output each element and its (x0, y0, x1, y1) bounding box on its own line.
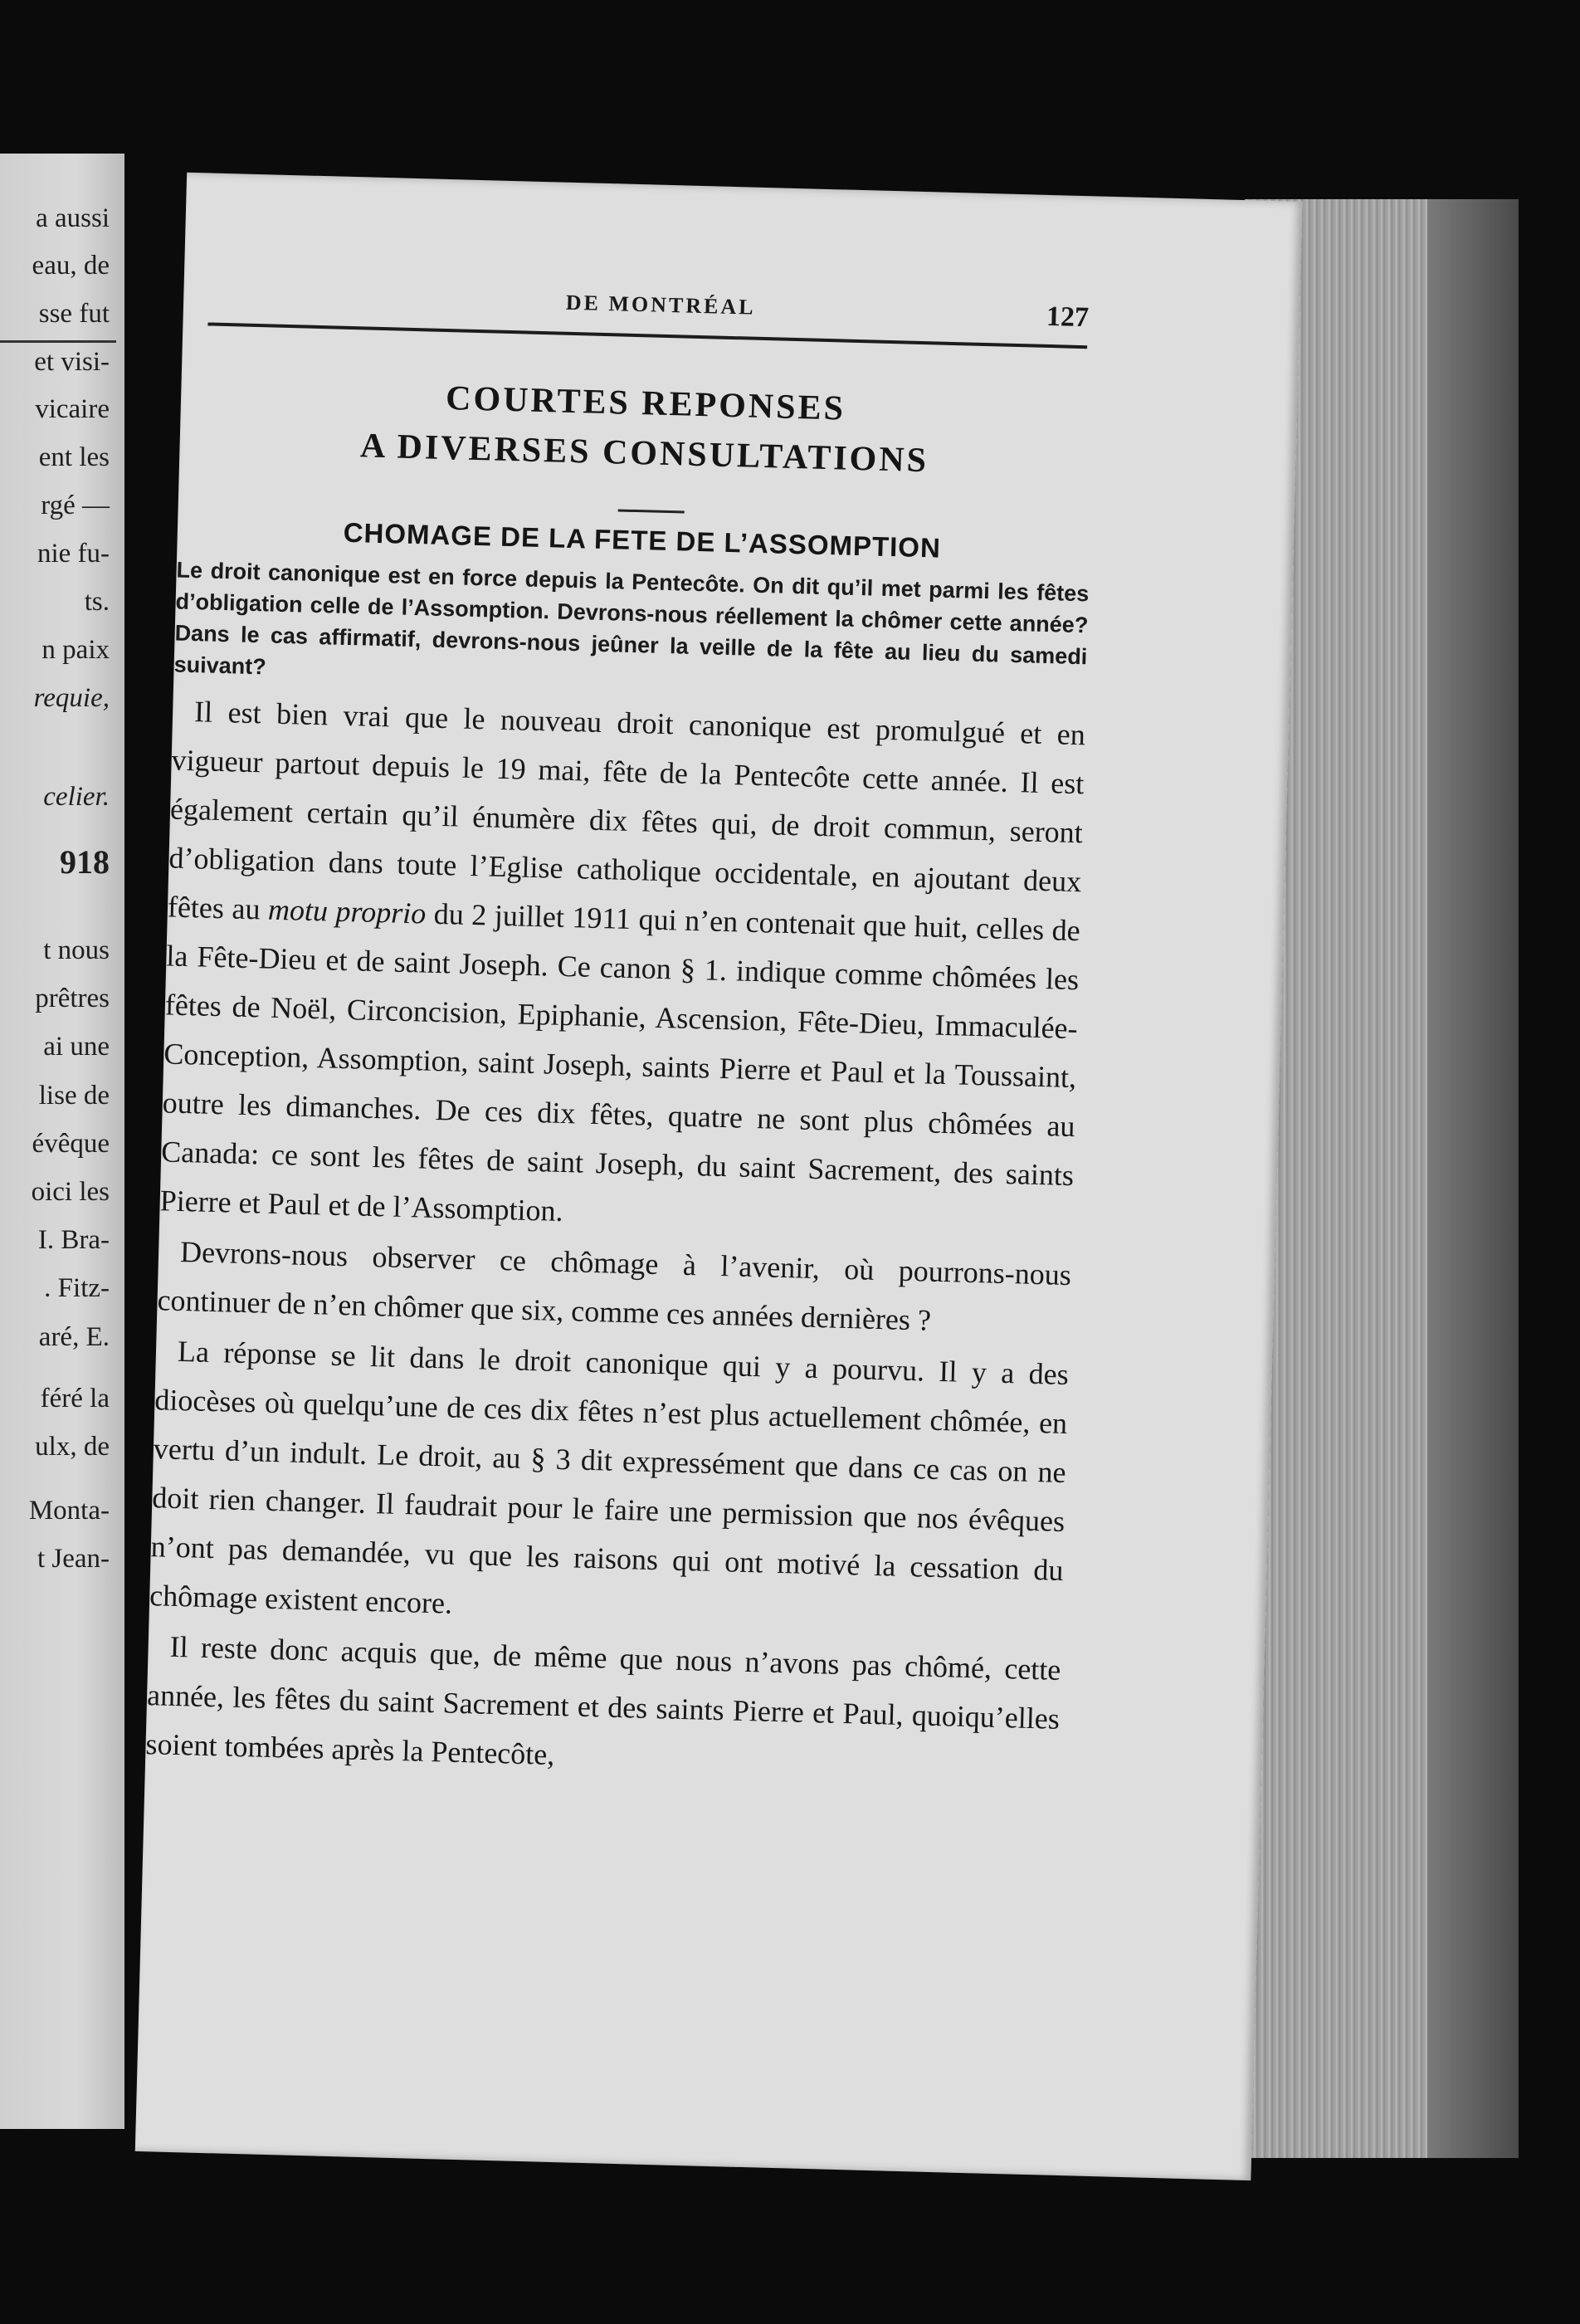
left-page-line: I. Bra- (37, 1225, 110, 1255)
left-page-line: et visi- (34, 347, 110, 377)
left-page-line: oici les (31, 1177, 110, 1207)
body-text (145, 687, 1086, 1794)
left-page-line: requie, (33, 683, 110, 713)
paragraph-1-part-a: Il est bien vrai que le nouveau droit canonique est promulgué et en vigueur partout depuis le 19 mai, fête de la Pentecôte cette année. Il est également certain qu’il énumère dix fêtes qui, de droit commun, seront d’obligation dans toute l’Eglise catholique occidentale, en ajoutant deux fêtes au (167, 695, 1086, 926)
header-rule (207, 322, 1087, 349)
right-page (135, 173, 1303, 2180)
article-title-line2: A DIVERSES CONSULTATIONS (359, 427, 929, 481)
left-page-line: aré, E. (38, 1322, 110, 1352)
left-page-line: n paix (41, 635, 110, 665)
left-page-line: ent les (38, 442, 110, 472)
left-page-line: rgé — (41, 491, 110, 520)
title-divider (618, 509, 685, 513)
running-head: DE MONTRÉAL (565, 290, 756, 320)
left-page-line: ts. (84, 587, 110, 617)
page-number: 127 (1046, 300, 1090, 334)
left-page-line: t nous (43, 935, 110, 965)
left-page-line: vicaire (35, 394, 110, 424)
left-page-line: féré la (40, 1384, 110, 1413)
left-page-line: 918 (60, 843, 110, 881)
question-paragraph: Le droit canonique est en force depuis la Pentecôte. On dit qu’il met parmi les fêtes d’obligation celle de l’Assomption. Devrons-nous réellement la chômer cette année? Dans le cas affirmatif, devrons-nous jeûner la veille de la fête au lieu du samedi suivant? (173, 557, 1090, 680)
left-page-line: . Fitz- (44, 1273, 110, 1303)
left-page-line: a aussi (36, 203, 110, 233)
body-paragraph-1 (159, 687, 1086, 1250)
left-page-line: nie fu- (37, 539, 110, 569)
left-page-line: lise de (38, 1081, 110, 1111)
left-page-line: prêtres (35, 984, 110, 1013)
left-page-line: celier. (43, 782, 110, 812)
left-page-line: t Jean- (37, 1544, 110, 1574)
section-subtitle: CHOMAGE DE LA FETE DE L’ASSOMPTION (343, 516, 942, 564)
left-page-line: eau, de (32, 251, 110, 281)
paragraph-1-part-b: du 2 juillet 1911 qui n’en contenait que huit, celles de la Fête-Dieu et de saint Joseph. Ce canon § 1. indique comme chômées les fêtes de Noël, Circoncision, Epiphanie, Ascension, Fête-Dieu, Immaculée-Conception, Assomption, saint Joseph, saints Pierre et Paul et la Toussaint, outre les dimanches. De ces dix fêtes, quatre ne sont plus chômées au Canada: ce sont les fêtes de saint Joseph, du saint Sacrement, des saints Pierre et Paul et de l’Assomption. (159, 896, 1081, 1228)
left-page-line: ulx, de (35, 1432, 110, 1462)
body-paragraph-2: Devrons-nous observer ce chômage à l’avenir, où pourrons-nous continuer de n’en chômer que six, comme ces années dernières ? (157, 1234, 1072, 1337)
article-title-line1: COURTES REPONSES (445, 378, 846, 428)
body-paragraph-3: La réponse se lit dans le droit canonique qui y a pourvu. Il y a des diocèses où quelqu’une de ces dix fêtes n’est plus actuellement chômée, en vertu d’un indult. Le droit, au § 3 dit expressément que dans ce cas on ne doit rien changer. Il faudrait pour le faire une permission que nos évêques n’ont pas demandée, vu que les raisons qui ont motivé la cessation du chômage existent encore. (149, 1334, 1070, 1620)
motu-proprio-phrase: motu proprio (267, 892, 427, 930)
body-paragraph-4: Il reste donc acquis que, de même que nous n’avons pas chômé, cette année, les fêtes du saint Sacrement et des saints Pierre et Paul, quoiqu’elles soient tombées après la Pentecôte, (145, 1629, 1061, 1771)
left-page-line: sse fut (38, 299, 110, 329)
left-page-line: ai une (43, 1032, 110, 1062)
left-page-line: évêque (32, 1129, 110, 1159)
left-page-rule (0, 340, 116, 343)
left-page-fragment (0, 154, 124, 2129)
left-page-line: Monta- (28, 1496, 110, 1526)
